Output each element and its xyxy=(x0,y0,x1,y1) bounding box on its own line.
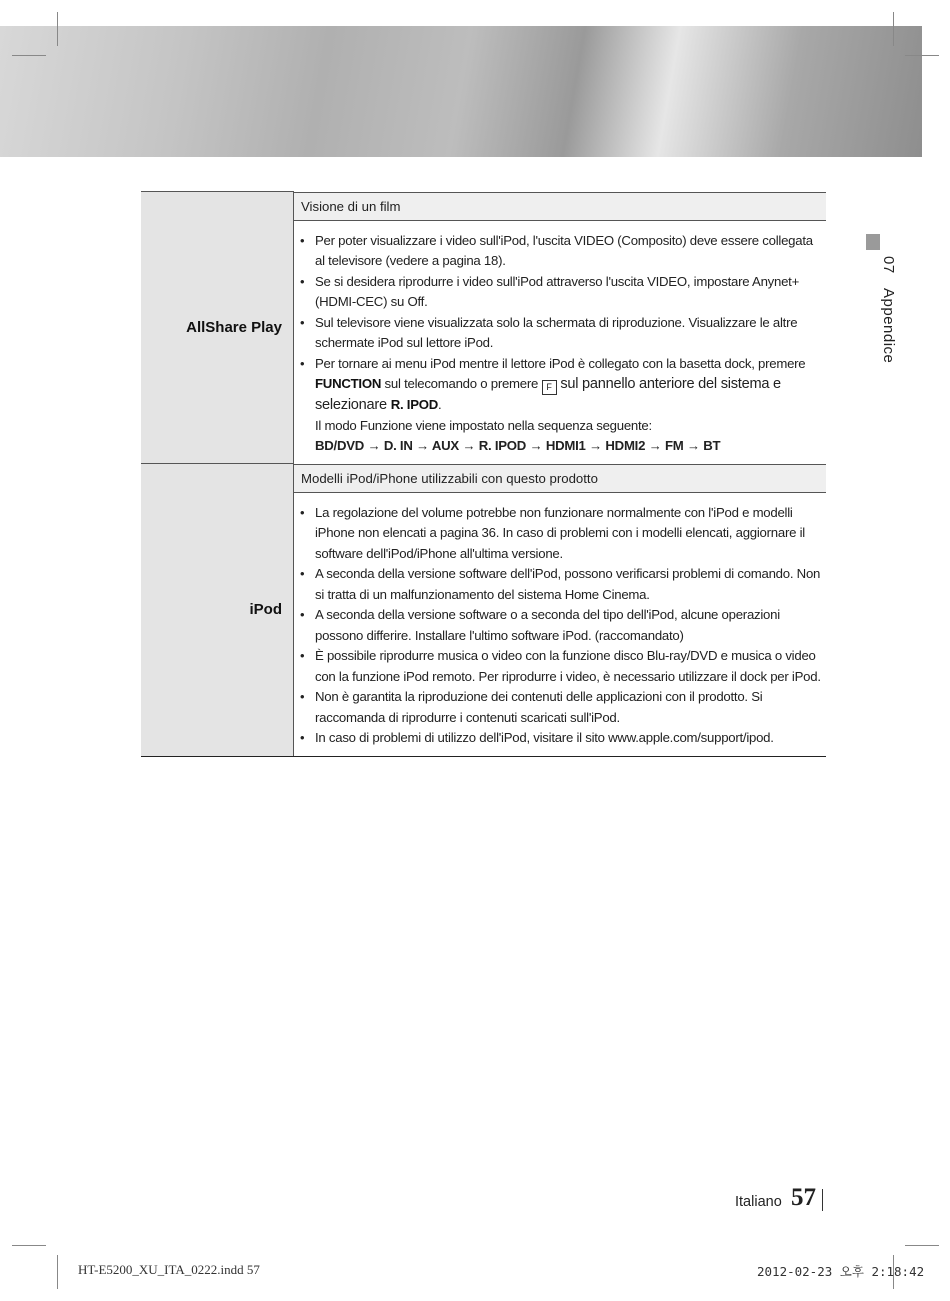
row-content-allshare xyxy=(294,192,827,464)
text-run: . xyxy=(438,397,442,412)
row-content-ipod xyxy=(294,464,827,757)
bullet-list xyxy=(294,221,826,464)
list-item: • È possibile riprodurre musica o video con la funzione disco Blu-ray/DVD e musica o video con la funzione iPod remoto. Per riprodurre i video, è necessario utilizzare il dock per iPod. xyxy=(315,646,824,687)
print-slug-timestamp: 2012-02-23 오후 2:18:42 xyxy=(757,1264,925,1279)
text-run: sul pannello anteriore del sistema e selezionare xyxy=(315,376,781,413)
chapter-tab-marker xyxy=(866,234,880,250)
row-label-allshare: AllShare Play xyxy=(141,192,294,464)
ripod-key-label: R. IPOD xyxy=(390,397,439,412)
crop-mark xyxy=(905,55,939,56)
list-item: • La regolazione del volume potrebbe non funzionare normalmente con l'iPod e modelli iPhone non elencati a pagina 36. In caso di problemi con i modelli elencati, aggiornare il software dell'iPod/iPhone all'ultima versione. xyxy=(315,503,824,565)
header-banner xyxy=(0,26,922,157)
list-item: • Se si desidera riprodurre i video sull'iPod attraverso l'uscita VIDEO, impostare Anynet+ (HDMI-CEC) su Off. xyxy=(315,272,824,313)
crop-mark xyxy=(57,1255,58,1289)
spec-table xyxy=(141,191,826,757)
section-header: Modelli iPod/iPhone utilizzabili con questo prodotto xyxy=(294,464,826,493)
crop-mark xyxy=(12,1245,46,1246)
footer-language: Italiano xyxy=(735,1194,782,1210)
list-item: • Per poter visualizzare i video sull'iPod, l'uscita VIDEO (Composito) deve essere collegata al televisore (vedere a pagina 18). xyxy=(315,231,824,272)
list-item: • Sul televisore viene visualizzata solo la schermata di riproduzione. Visualizzare le altre schermate iPod sul lettore iPod. xyxy=(315,313,824,354)
crop-mark xyxy=(893,12,894,46)
list-item xyxy=(315,354,824,457)
function-key-label: FUNCTION xyxy=(315,376,382,391)
text-run: Per tornare ai menu iPod mentre il lettore iPod è collegato con la basetta dock, premere xyxy=(315,355,806,371)
crop-mark xyxy=(57,12,58,46)
bullet-list xyxy=(294,493,826,756)
row-label-ipod: iPod xyxy=(141,464,294,757)
list-item: • In caso di problemi di utilizzo dell'iPod, visitare il sito www.apple.com/support/ipod. xyxy=(315,728,824,749)
footer-divider xyxy=(822,1189,823,1211)
print-slug-filename: HT-E5200_XU_ITA_0222.indd 57 xyxy=(78,1262,260,1277)
table-row xyxy=(141,464,826,757)
sequence-intro: Il modo Funzione viene impostato nella sequenza seguente: xyxy=(315,417,652,433)
text-run: sul telecomando o premere xyxy=(381,376,542,391)
chapter-number: 07 xyxy=(880,256,897,274)
list-item: • Non è garantita la riproduzione dei contenuti delle applicazioni con il prodotto. Si raccomanda di riprodurre i contenuti scaricati sull'iPod. xyxy=(315,687,824,728)
list-item: • A seconda della versione software dell'iPod, possono verificarsi problemi di comando. Non si tratta di un malfunzionamento del sistema Home Cinema. xyxy=(315,564,824,605)
chapter-tab-text xyxy=(880,256,897,377)
list-item: • A seconda della versione software o a seconda del tipo dell'iPod, alcune operazioni possono differire. Installare l'ultimo software iPod. (raccomandato) xyxy=(315,605,824,646)
function-sequence: BD/DVD → D. IN → AUX → R. IPOD → HDMI1 → HDMI2 → FM → BT xyxy=(315,438,721,453)
function-button-icon: F xyxy=(542,380,557,395)
page-number: 57 xyxy=(791,1184,816,1211)
chapter-title: Appendice xyxy=(880,287,897,364)
crop-mark xyxy=(12,55,46,56)
table-row xyxy=(141,192,826,464)
section-header: Visione di un film xyxy=(294,192,826,221)
chapter-tab xyxy=(846,234,906,364)
crop-mark xyxy=(905,1245,939,1246)
